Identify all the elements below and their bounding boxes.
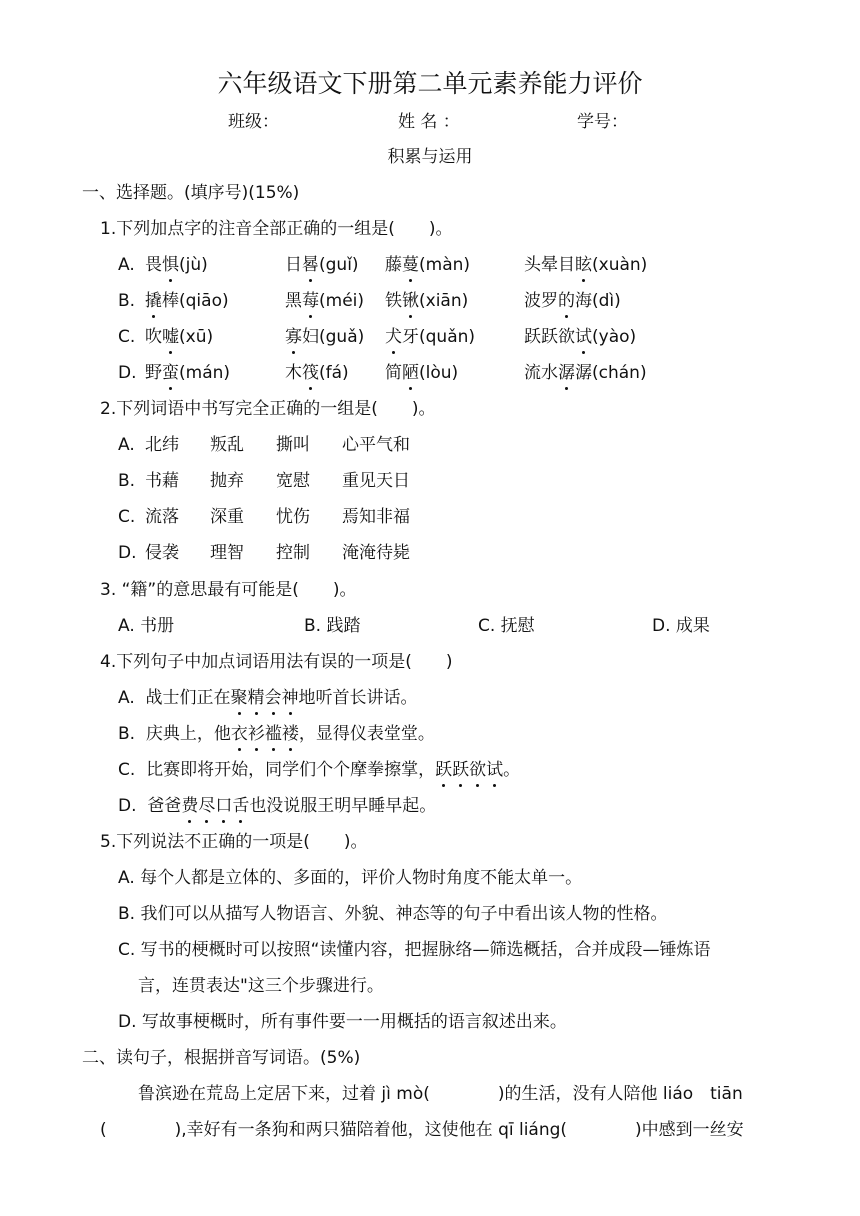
q2-option-word: 理智 <box>210 543 244 563</box>
dotted-character: 晷 <box>302 255 319 275</box>
word-text: 木 <box>285 363 302 383</box>
q5-stem: 5.下列说法不正确的一项是( )。 <box>100 832 368 852</box>
q2-option-word: 流落 <box>145 507 179 527</box>
sentence-text: 战士们正在 <box>145 688 231 708</box>
q1-stem: 1.下列加点字的注音全部正确的一组是( )。 <box>100 219 453 239</box>
pinyin-text: 海(dì) <box>575 291 621 311</box>
q5-option-a: A. 每个人都是立体的、多面的，评价人物时角度不能太单一。 <box>118 868 583 888</box>
dotted-character: 口 <box>215 796 233 816</box>
word-text: 黑 <box>285 291 302 311</box>
dotted-character: 试 <box>486 760 504 780</box>
q2-option-letter: B. <box>118 471 136 491</box>
dotted-character: 筏 <box>302 363 319 383</box>
q2-option-word: 深重 <box>210 507 244 527</box>
q2-option-word: 北纬 <box>145 435 179 455</box>
q2-option-letter: D. <box>118 543 137 563</box>
dotted-character: 精 <box>247 688 265 708</box>
q2-option-word: 心平气和 <box>342 435 410 455</box>
q3-option-a: A. 书册 <box>118 616 175 636</box>
option-letter: B. <box>118 724 136 744</box>
q1-option-word <box>385 289 468 313</box>
dotted-character: 聚 <box>230 688 248 708</box>
q2-option-word: 叛乱 <box>210 435 244 455</box>
pinyin-text: (méi) <box>319 291 365 311</box>
q5-option-c-line2: 言，连贯表达"这三个步骤进行。 <box>138 976 384 996</box>
word-text: 藤 <box>385 255 402 275</box>
dotted-character: 衫 <box>247 724 265 744</box>
q1-option-word <box>524 325 636 349</box>
q2-option-word: 忧伤 <box>276 507 310 527</box>
q1-option-word <box>524 289 621 313</box>
dotted-character: 蔓 <box>402 255 419 275</box>
q4-option <box>118 686 418 710</box>
q2-stem: 2.下列词语中书写完全正确的一组是( )。 <box>100 399 436 419</box>
q1-option-word <box>385 253 470 277</box>
q1-option-word <box>285 253 359 277</box>
q2-option-word: 焉知非福 <box>342 507 410 527</box>
dotted-phrase <box>231 688 299 708</box>
dotted-character: 眩 <box>575 255 592 275</box>
word-text: 畏 <box>145 255 162 275</box>
pinyin-text: 棒(qiāo) <box>162 291 229 311</box>
q3-option-c: C. 抚慰 <box>478 616 535 636</box>
q1-option-letter: C. <box>118 327 136 347</box>
dotted-character: 的 <box>558 291 575 311</box>
q2-option-word: 侵袭 <box>145 543 179 563</box>
q1-option-word <box>145 361 230 385</box>
q1-option-word <box>285 361 349 385</box>
page-title: 六年级语文下册第二单元素养能力评价 <box>217 69 643 98</box>
pinyin-text: (fá) <box>319 363 349 383</box>
word-text: 铁 <box>385 291 402 311</box>
sentence-text: 地听首长讲话。 <box>298 688 418 708</box>
dotted-character: 蛮 <box>162 363 179 383</box>
student-number-label: 学号： <box>577 112 628 132</box>
q2-option-letter: C. <box>118 507 136 527</box>
sentence-text: 也没说服王明早睡早起。 <box>249 796 437 816</box>
q1-option-word <box>385 325 475 349</box>
dotted-character: 褴 <box>264 724 282 744</box>
part2-sentence-line1: 鲁滨逊在荒岛上定居下来，过着 jì mò( )的生活，没有人陪他 liáo tiān <box>138 1084 743 1104</box>
q3-option-d: D. 成果 <box>652 616 710 636</box>
q1-option-letter: A. <box>118 255 135 275</box>
dotted-character: 潺 <box>558 363 575 383</box>
q4-option <box>118 794 436 818</box>
dotted-character: 欲 <box>469 760 487 780</box>
option-letter: D. <box>118 796 137 816</box>
word-text: 跃跃欲 <box>524 327 575 347</box>
option-letter: A. <box>118 688 135 708</box>
dotted-character: 嘘 <box>162 327 179 347</box>
dotted-character: 犬 <box>385 327 402 347</box>
q3-option-b: B. 践踏 <box>304 616 361 636</box>
q4-option <box>118 758 520 782</box>
sentence-text: 庆典上，他 <box>145 724 231 744</box>
section-title: 积累与运用 <box>387 147 473 167</box>
q1-option-word <box>524 253 647 277</box>
dotted-character: 尽 <box>198 796 216 816</box>
pinyin-text: (guǐ) <box>319 255 359 275</box>
sentence-text: ，显得仪表堂堂。 <box>298 724 435 744</box>
q1-option-letter: B. <box>118 291 136 311</box>
pinyin-text: (xū) <box>179 327 214 347</box>
q1-option-word <box>385 361 458 385</box>
dotted-character: 撬 <box>145 291 162 311</box>
pinyin-text: (mán) <box>179 363 231 383</box>
dotted-character: 跃 <box>435 760 453 780</box>
dotted-character: 费 <box>181 796 199 816</box>
pinyin-text: (yào) <box>592 327 637 347</box>
dotted-character: 会 <box>264 688 282 708</box>
word-text: 日 <box>285 255 302 275</box>
part2-sentence-line2: ( ),幸好有一条狗和两只猫陪着他，这使他在 qī liáng( )中感到一丝安 <box>100 1120 744 1140</box>
part2-heading: 二、读句子，根据拼音写词语。(5%) <box>82 1048 361 1068</box>
dotted-phrase <box>231 724 299 744</box>
pinyin-text: 牙(quǎn) <box>402 327 476 347</box>
sentence-text: 比赛即将开始，同学们个个摩拳擦掌， <box>146 760 436 780</box>
dotted-phrase <box>435 760 503 780</box>
q2-option-word: 抛弃 <box>210 471 244 491</box>
pinyin-text: (xuàn) <box>592 255 648 275</box>
dotted-character: 惧 <box>162 255 179 275</box>
dotted-character: 陋 <box>402 363 419 383</box>
word-text: 野 <box>145 363 162 383</box>
class-label: 班级： <box>228 112 279 132</box>
q2-option-word: 淹淹待毙 <box>342 543 410 563</box>
dotted-character: 舌 <box>232 796 250 816</box>
dotted-phrase <box>181 796 249 816</box>
name-label: 姓 名 ： <box>398 112 460 132</box>
pinyin-text: 妇(guǎ) <box>302 327 365 347</box>
q5-option-c-line1: C. 写书的梗概时可以按照“读懂内容，把握脉络—筛选概括，合并成段—锤炼语 <box>118 940 711 960</box>
word-text: 流水 <box>524 363 558 383</box>
q1-option-word <box>145 325 213 349</box>
q3-stem: 3. “籍”的意思最有可能是( )。 <box>100 580 357 600</box>
word-text: 吹 <box>145 327 162 347</box>
q1-option-letter: D. <box>118 363 137 383</box>
dotted-character: 试 <box>575 327 592 347</box>
dotted-character: 跃 <box>452 760 470 780</box>
pinyin-text: 潺(chán) <box>575 363 647 383</box>
sentence-text: 爸爸 <box>147 796 182 816</box>
word-text: 波罗 <box>524 291 558 311</box>
q4-option <box>118 722 435 746</box>
q1-option-word <box>145 253 208 277</box>
q1-option-word <box>285 289 364 313</box>
q5-option-d: D. 写故事梗概时，所有事件要一一用概括的语言叙述出来。 <box>118 1012 567 1032</box>
word-text: 头晕目 <box>524 255 575 275</box>
q5-option-b: B. 我们可以从描写人物语言、外貌、神态等的句子中看出该人物的性格。 <box>118 904 668 924</box>
sentence-text: 。 <box>503 760 521 780</box>
dotted-character: 锹 <box>402 291 419 311</box>
pinyin-text: (lòu) <box>419 363 459 383</box>
option-letter: C. <box>118 760 136 780</box>
q2-option-word: 书藉 <box>145 471 179 491</box>
q1-option-word <box>145 289 229 313</box>
dotted-character: 莓 <box>302 291 319 311</box>
q1-option-word <box>524 361 647 385</box>
pinyin-text: (jù) <box>179 255 208 275</box>
q4-stem: 4.下列句子中加点词语用法有误的一项是( ) <box>100 652 453 672</box>
pinyin-text: (xiān) <box>419 291 469 311</box>
pinyin-text: (màn) <box>419 255 471 275</box>
q2-option-word: 宽慰 <box>276 471 310 491</box>
dotted-character: 寡 <box>285 327 302 347</box>
q1-option-word <box>285 325 364 349</box>
q2-option-word: 重见天日 <box>342 471 410 491</box>
dotted-character: 褛 <box>281 724 299 744</box>
q2-option-letter: A. <box>118 435 135 455</box>
word-text: 简 <box>385 363 402 383</box>
dotted-character: 衣 <box>230 724 248 744</box>
part1-heading: 一、选择题。(填序号)(15%) <box>82 183 300 203</box>
q2-option-word: 撕叫 <box>276 435 310 455</box>
dotted-character: 神 <box>281 688 299 708</box>
q2-option-word: 控制 <box>276 543 310 563</box>
